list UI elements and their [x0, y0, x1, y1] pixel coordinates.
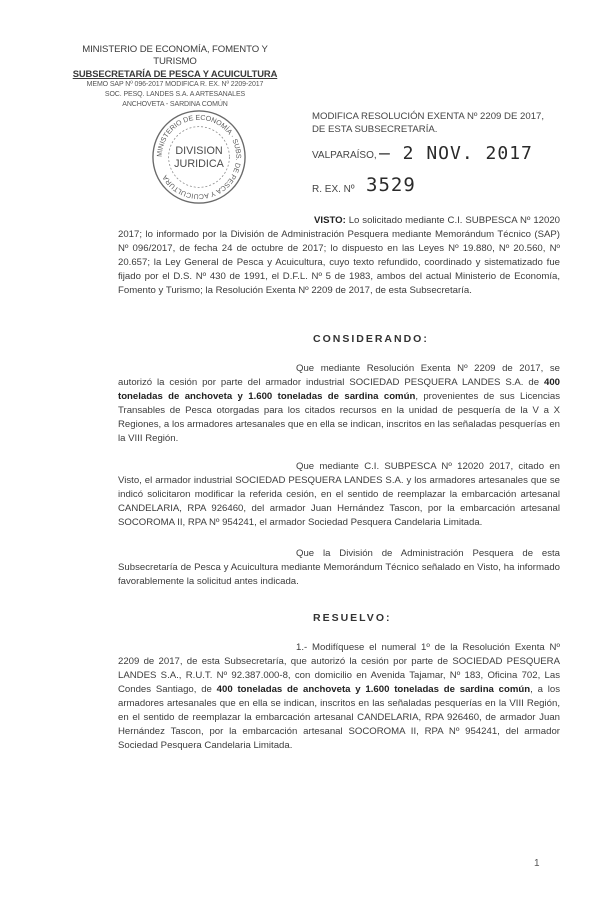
considerando-paragraph-3 — [118, 547, 560, 589]
resuelvo-p1-quantities: 400 toneladas de anchoveta y 1.600 toneladas de sardina común — [216, 684, 531, 695]
considerando-paragraph-1 — [118, 362, 560, 446]
resuelvo-p1-c: , a los armadores artesanales que en ella se indican, inscritos en las señaladas pesquerías en la VIII Región, en el sentido de reemplazar la embarcación artesanal CANDELARIA, RPA 926460, de armador Juan Hernández Tascon, por la embarcación artesanal SOCOROMA II, RPA Nº 954241, del armador Sociedad Pesquera Candelaria Limitada. — [118, 684, 560, 751]
visto-text: Lo solicitado mediante C.I. SUBPESCA Nº 12020 2017; lo informado por la División de Administración Pesquera mediante Memorándum Técnico (SAP) Nº 096/2017, de fecha 24 de octubre de 2017; lo dispuesto en las Leyes Nº 19.880, Nº 20.560, Nº 20.657; la Ley General de Pesca y Acuicultura, cuyo texto refundido, coordinado y sistematizado fue fijado por el D.S. Nº 430 de 1991, el D.F.L. Nº 5 de 1983, ambos del actual Ministerio de Economía, Fomento y Turismo; la Resolución Exenta Nº 2209 de 2017, de esta Subsecretaría. — [118, 215, 560, 296]
rex-label: R. EX. Nº — [312, 184, 355, 195]
considerando-p1-a: Que mediante Resolución Exenta Nº 2209 de 2017, se autorizó la cesión por parte del armador industrial SOCIEDAD PESQUERA LANDES S.A. de — [118, 363, 560, 388]
stamp-ring-text: MINISTERIO DE ECONOMÍA · SUBS. DE PESCA Y ACUICULTURA — [156, 114, 242, 200]
considerando-paragraph-2 — [118, 460, 560, 530]
stamp-line-2: JURIDICA — [174, 157, 224, 170]
memo-reference: MEMO SAP Nº 096-2017 MODIFICA R. EX. Nº 2209-2017 — [86, 81, 264, 88]
place-label: VALPARAÍSO, — [312, 150, 377, 161]
resuelvo-heading: RESUELVO: — [313, 612, 392, 624]
visto-paragraph — [118, 214, 560, 298]
resolution-subject: MODIFICA RESOLUCIÓN EXENTA Nº 2209 DE 2017, DE ESTA SUBSECRETARÍA. — [312, 111, 545, 135]
resuelvo-p1-a: 1.- Modifíquese el numeral 1º de la Resolución Exenta Nº 2209 de 2017, de esta Subsecretaría, que autorizó la cesión por parte de SOCIEDAD PESQUERA LANDES S.A., R.U.T. Nº 92.387.000-8, con domicilio en Avenida Tajamar, Nº 183, Oficina 702, Las Condes Santiago, de — [118, 642, 560, 695]
considerando-p3: Que la División de Administración Pesquera de esta Subsecretaría de Pesca y Acuicultura mediante Memorándum Técnico señalado en Visto, ha informado favorablemente la solicitud antes indicada. — [118, 548, 560, 587]
ministry-name: MINISTERIO DE ECONOMÍA, FOMENTO Y TURISMO — [82, 44, 268, 67]
page-number: 1 — [534, 858, 540, 869]
visto-label: VISTO: — [314, 215, 346, 226]
stamp-line-1: DIVISION — [175, 145, 223, 158]
considerando-p1-quantities: 400 toneladas de anchoveta y 1.600 toneladas de sardina común — [118, 377, 560, 402]
resuelvo-paragraph-1 — [118, 641, 560, 753]
division-juridica-stamp — [150, 108, 248, 206]
species-line: ANCHOVETA - SARDINA COMÚN — [122, 101, 228, 108]
considerando-heading: CONSIDERANDO: — [313, 333, 429, 345]
considerando-p1-c: , provenientes de sus Licencias Transables de Pesca otorgadas para los citados recursos en la unidad de pesquería de la V a X Regiones, a los armadores artesanales que en ella se indican, inscritos en las señaladas pesquerías en la VIII Región. — [118, 391, 560, 444]
rex-number: 3529 — [366, 174, 416, 196]
document-header — [60, 44, 290, 110]
parties-line: SOC. PESQ. LANDES S.A. A ARTESANALES — [104, 91, 246, 98]
handwritten-date: – 2 NOV. 2017 — [379, 143, 533, 164]
subsecretaria-name: SUBSECRETARÍA DE PESCA Y ACUICULTURA — [72, 68, 278, 79]
considerando-p2: Que mediante C.I. SUBPESCA Nº 12020 2017, citado en Visto, el armador industrial SOCIEDAD PESQUERA LANDES S.A. y los armadores artesanales que se indicó solicitaron modificar la referida cesión, en el sentido de reemplazar la embarcación artesanal CANDELARIA, RPA 926460, del armador Juan Hernández Tascon, por la embarcación artesanal SOCOROMA II, RPA Nº 954241, el armador Sociedad Pesquera Candelaria Limitada. — [118, 461, 560, 528]
